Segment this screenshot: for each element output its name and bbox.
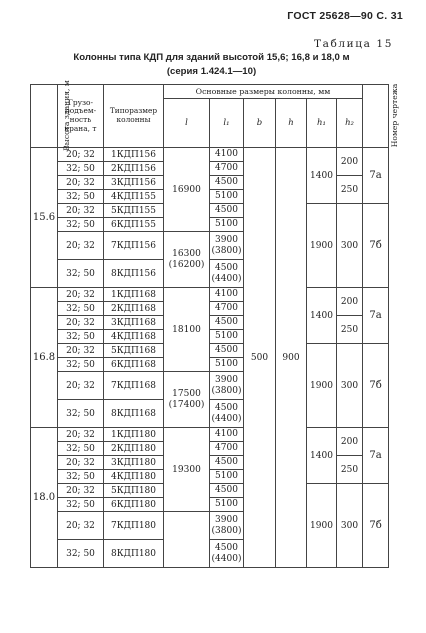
type-cell: 6КДП180 [104, 498, 164, 512]
type-cell: 7КДП168 [104, 372, 164, 400]
h1-cell: 1900 [307, 344, 337, 428]
type-cell: 1КДП180 [104, 428, 164, 442]
drawing-cell: 7б [363, 484, 389, 568]
type-cell: 2КДП180 [104, 442, 164, 456]
l1-cell: 5100 [210, 498, 244, 512]
l1-cell: 4700 [210, 162, 244, 176]
h2-cell: 200 [337, 428, 363, 456]
h2-cell: 200 [337, 148, 363, 176]
crane-cell: 20; 32 [58, 288, 104, 302]
col-header-l1: l₁ [210, 99, 244, 148]
h2-cell: 300 [337, 344, 363, 428]
type-cell: 3КДП168 [104, 316, 164, 330]
table-row [31, 428, 389, 442]
height-cell: 16.8 [31, 288, 58, 428]
crane-cell: 32; 50 [58, 442, 104, 456]
type-cell: 8КДП180 [104, 540, 164, 568]
crane-cell: 20; 32 [58, 428, 104, 442]
col-header-dims: Основные размеры колонны, мм [164, 85, 363, 99]
drawing-cell: 7а [363, 148, 389, 204]
crane-cell: 32; 50 [58, 162, 104, 176]
l1-cell: 3900 (3800) [210, 512, 244, 540]
type-cell: 6КДП168 [104, 358, 164, 372]
height-cell: 15.6 [31, 148, 58, 288]
col-header-type-text: Типоразмер колонны [109, 106, 158, 124]
col-header-crane-text: Грузо-подъем-ность крана, т [64, 97, 97, 133]
crane-cell: 32; 50 [58, 400, 104, 428]
col-header-l: l [164, 99, 210, 148]
type-cell: 7КДП156 [104, 232, 164, 260]
l-cell: 16900 [164, 148, 210, 232]
l-cell: 17500 (17400) [164, 372, 210, 428]
l1-cell: 4100 [210, 428, 244, 442]
col-header-drawing [363, 83, 400, 148]
type-cell: 5КДП180 [104, 484, 164, 498]
l1-cell: 4700 [210, 302, 244, 316]
l1-cell: 5100 [210, 358, 244, 372]
table-row [31, 204, 389, 218]
table-body [31, 148, 389, 568]
h2-cell: 200 [337, 288, 363, 316]
table-row [31, 484, 389, 498]
h1-cell: 1900 [307, 204, 337, 288]
l-cell: 18100 [164, 288, 210, 372]
type-cell: 5КДП155 [104, 204, 164, 218]
crane-cell: 32; 50 [58, 358, 104, 372]
crane-cell: 20; 32 [58, 344, 104, 358]
crane-cell: 32; 50 [58, 470, 104, 484]
type-cell: 8КДП168 [104, 400, 164, 428]
l1-cell: 5100 [210, 190, 244, 204]
l1-cell: 5100 [210, 218, 244, 232]
table-row [31, 344, 389, 358]
crane-cell: 32; 50 [58, 190, 104, 204]
table-row [31, 288, 389, 302]
h-cell: 900 [276, 148, 307, 568]
l1-cell: 5100 [210, 330, 244, 344]
l1-cell: 4500 [210, 456, 244, 470]
col-header-height-text: Высота здания, м [61, 80, 71, 151]
l1-cell: 4500 [210, 484, 244, 498]
h1-cell: 1400 [307, 148, 337, 204]
h2-cell: 250 [337, 316, 363, 344]
h1-cell: 1400 [307, 428, 337, 484]
page-header: ГОСТ 25628—90 С. 31 [287, 10, 403, 22]
crane-cell: 20; 32 [58, 148, 104, 162]
table-label: Таблица 15 [314, 38, 393, 50]
type-cell: 4КДП155 [104, 190, 164, 204]
crane-cell: 20; 32 [58, 512, 104, 540]
type-cell: 4КДП168 [104, 330, 164, 344]
crane-cell: 20; 32 [58, 456, 104, 470]
type-cell: 1КДП168 [104, 288, 164, 302]
col-header-h: h [276, 99, 307, 148]
crane-cell: 32; 50 [58, 260, 104, 288]
type-cell: 2КДП156 [104, 162, 164, 176]
drawing-cell: 7б [363, 344, 389, 428]
l1-cell: 4100 [210, 148, 244, 162]
b-cell: 500 [244, 148, 276, 568]
l1-cell: 4100 [210, 288, 244, 302]
h2-cell: 300 [337, 204, 363, 288]
l-cell [164, 512, 210, 568]
table-caption-series: (серия 1.424.1—10) [166, 66, 257, 77]
crane-cell: 32; 50 [58, 330, 104, 344]
l1-cell: 4500 [210, 176, 244, 190]
type-cell: 4КДП180 [104, 470, 164, 484]
crane-cell: 20; 32 [58, 484, 104, 498]
crane-cell: 20; 32 [58, 316, 104, 330]
type-cell: 5КДП168 [104, 344, 164, 358]
h2-cell: 250 [337, 176, 363, 204]
col-header-height [31, 80, 71, 151]
h2-cell: 300 [337, 484, 363, 568]
l1-cell: 3900 (3800) [210, 232, 244, 260]
h1-cell: 1900 [307, 484, 337, 568]
l-cell: 16300 (16200) [164, 232, 210, 288]
table-row [31, 148, 389, 162]
crane-cell: 20; 32 [58, 204, 104, 218]
l1-cell: 4500 [210, 344, 244, 358]
type-cell: 1КДП156 [104, 148, 164, 162]
type-cell: 8КДП156 [104, 260, 164, 288]
l1-cell: 5100 [210, 470, 244, 484]
l1-cell: 4500 (4400) [210, 540, 244, 568]
col-header-h1: h₁ [307, 99, 337, 148]
l1-cell: 4500 [210, 204, 244, 218]
col-header-b: b [244, 99, 276, 148]
height-cell: 18.0 [31, 428, 58, 568]
l1-cell: 3900 (3800) [210, 372, 244, 400]
drawing-cell: 7б [363, 204, 389, 288]
crane-cell: 20; 32 [58, 176, 104, 190]
drawing-cell: 7а [363, 428, 389, 484]
crane-cell: 20; 32 [58, 232, 104, 260]
crane-cell: 32; 50 [58, 540, 104, 568]
type-cell: 3КДП156 [104, 176, 164, 190]
type-cell: 6КДП155 [104, 218, 164, 232]
h1-cell: 1400 [307, 288, 337, 344]
drawing-cell: 7а [363, 288, 389, 344]
columns-table [30, 80, 400, 568]
type-cell: 7КДП180 [104, 512, 164, 540]
col-header-drawing-text: Номер чертежа [390, 83, 400, 148]
l1-cell: 4500 (4400) [210, 260, 244, 288]
crane-cell: 32; 50 [58, 498, 104, 512]
crane-cell: 32; 50 [58, 302, 104, 316]
table-caption: Колонны типа КДП для зданий высотой 15,6; 16,8 и 18,0 м [73, 52, 350, 63]
col-header-type [104, 85, 164, 148]
type-cell: 3КДП180 [104, 456, 164, 470]
h2-cell: 250 [337, 456, 363, 484]
type-cell: 2КДП168 [104, 302, 164, 316]
l1-cell: 4700 [210, 442, 244, 456]
l1-cell: 4500 (4400) [210, 400, 244, 428]
crane-cell: 32; 50 [58, 218, 104, 232]
crane-cell: 20; 32 [58, 372, 104, 400]
l1-cell: 4500 [210, 316, 244, 330]
l-cell: 19300 [164, 428, 210, 512]
col-header-h2: h₂ [337, 99, 363, 148]
